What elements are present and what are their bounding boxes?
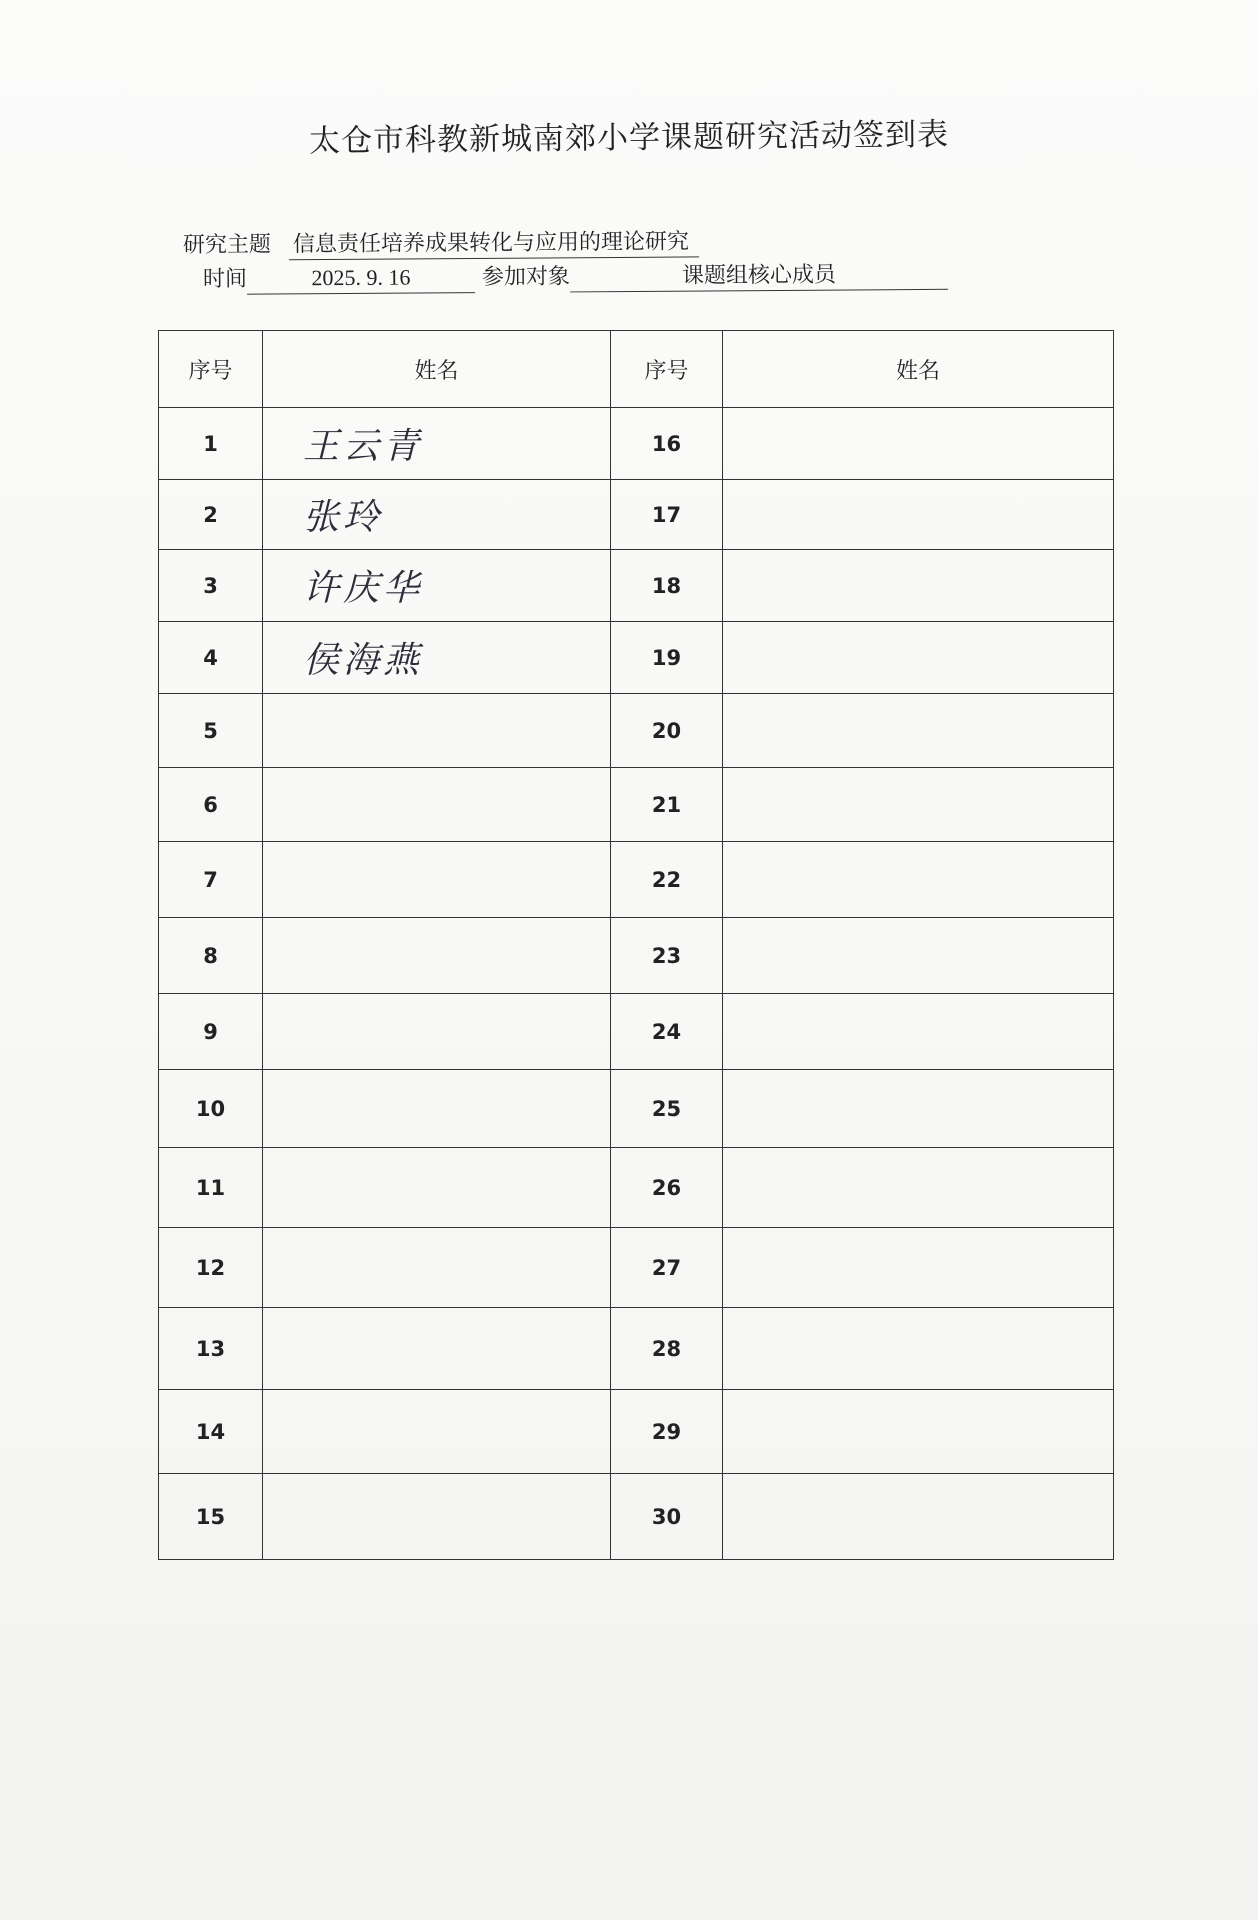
row-number-left: 7 (159, 842, 263, 918)
table-row (159, 842, 1114, 918)
row-number-right: 25 (611, 1070, 723, 1148)
signature-cell-right (723, 768, 1114, 842)
row-number-right: 22 (611, 842, 723, 918)
signature-cell-right (723, 408, 1114, 480)
signature-cell-left (263, 768, 611, 842)
signature-cell-left: 许庆华 (263, 550, 611, 622)
signature-cell-right (723, 1390, 1114, 1474)
signature-cell-right (723, 694, 1114, 768)
table-row (159, 1228, 1114, 1308)
table-row (159, 622, 1114, 694)
table-row (159, 1148, 1114, 1228)
table-row (159, 480, 1114, 550)
row-number-right: 27 (611, 1228, 723, 1308)
row-number-right: 16 (611, 408, 723, 480)
row-number-right: 29 (611, 1390, 723, 1474)
row-number-left: 8 (159, 918, 263, 994)
signature-cell-right (723, 1308, 1114, 1390)
signature-cell-right (723, 480, 1114, 550)
row-number-left: 1 (159, 408, 263, 480)
row-number-right: 19 (611, 622, 723, 694)
signature-cell-right (723, 1070, 1114, 1148)
time-label: 时间 (202, 266, 248, 292)
signature-cell-left (263, 1228, 611, 1308)
table-row (159, 1070, 1114, 1148)
table-row (159, 994, 1114, 1070)
signature-cell-right (723, 918, 1114, 994)
signature-cell-left (263, 994, 611, 1070)
header-name-right: 姓名 (723, 331, 1114, 408)
signature-cell-left: 张玲 (263, 480, 611, 550)
research-topic-label: 研究主题 (182, 232, 272, 258)
row-number-left: 5 (159, 694, 263, 768)
table-row (159, 408, 1114, 480)
signature-cell-right (723, 1148, 1114, 1228)
row-number-left: 14 (159, 1390, 263, 1474)
signature-cell-right (723, 842, 1114, 918)
row-number-left: 2 (159, 480, 263, 550)
signature-cell-right (723, 550, 1114, 622)
row-number-left: 15 (159, 1474, 263, 1560)
header-name-left: 姓名 (263, 331, 611, 408)
table-header-row (159, 331, 1114, 408)
row-number-left: 3 (159, 550, 263, 622)
time-participants-line (203, 259, 948, 295)
row-number-right: 17 (611, 480, 723, 550)
table-row (159, 1390, 1114, 1474)
signature-cell-left (263, 1148, 611, 1228)
sign-in-table-wrapper (158, 330, 1113, 1560)
header-no-left: 序号 (159, 331, 263, 408)
row-number-right: 21 (611, 768, 723, 842)
research-topic-line (183, 226, 699, 261)
row-number-left: 9 (159, 994, 263, 1070)
signature-cell-right (723, 1228, 1114, 1308)
row-number-right: 23 (611, 918, 723, 994)
table-row (159, 918, 1114, 994)
row-number-left: 12 (159, 1228, 263, 1308)
row-number-right: 20 (611, 694, 723, 768)
table-row (159, 550, 1114, 622)
row-number-right: 28 (611, 1308, 723, 1390)
signature-cell-left: 王云青 (263, 408, 611, 480)
signature-cell-left (263, 694, 611, 768)
sign-in-table (158, 330, 1114, 1560)
row-number-left: 4 (159, 622, 263, 694)
participants-value: 课题组核心成员 (570, 259, 948, 293)
table-row (159, 1474, 1114, 1560)
header-no-right: 序号 (611, 331, 723, 408)
row-number-left: 13 (159, 1308, 263, 1390)
signature-cell-left (263, 1390, 611, 1474)
signature-cell-right (723, 1474, 1114, 1560)
row-number-right: 24 (611, 994, 723, 1070)
time-value: 2025. 9. 16 (247, 262, 475, 295)
row-number-left: 11 (159, 1148, 263, 1228)
signature-cell-right (723, 622, 1114, 694)
signature-cell-left (263, 1474, 611, 1560)
signature-cell-right (723, 994, 1114, 1070)
document-title: 太仓市科教新城南郊小学课题研究活动签到表 (308, 116, 950, 160)
row-number-left: 10 (159, 1070, 263, 1148)
signature-cell-left: 侯海燕 (263, 622, 611, 694)
row-number-right: 18 (611, 550, 723, 622)
signature-cell-left (263, 918, 611, 994)
table-body (159, 408, 1114, 1560)
research-topic-value: 信息责任培养成果转化与应用的理论研究 (289, 226, 699, 260)
signature-cell-left (263, 842, 611, 918)
row-number-right: 26 (611, 1148, 723, 1228)
row-number-left: 6 (159, 768, 263, 842)
table-row (159, 768, 1114, 842)
table-row (159, 694, 1114, 768)
signature-cell-left (263, 1070, 611, 1148)
row-number-right: 30 (611, 1474, 723, 1560)
table-row (159, 1308, 1114, 1390)
participants-label: 参加对象 (481, 264, 571, 291)
signature-cell-left (263, 1308, 611, 1390)
